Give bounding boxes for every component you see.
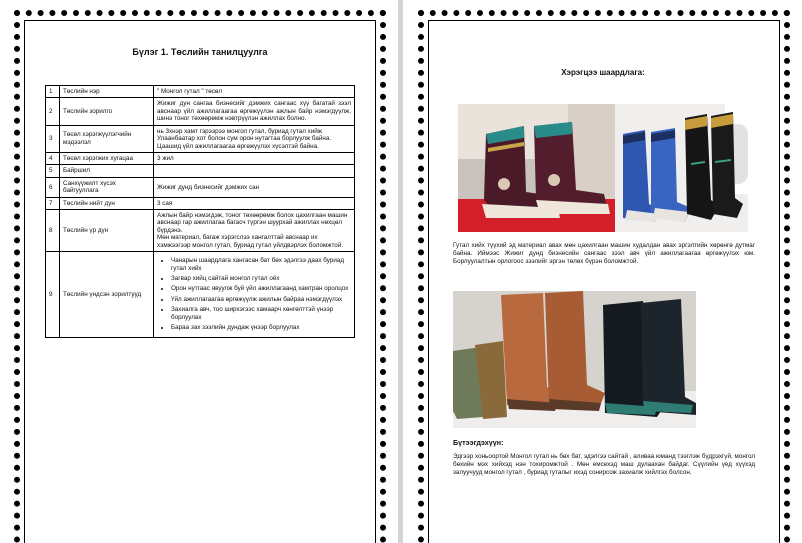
row-value: 3 жил (154, 152, 355, 164)
boots-photo-2 (615, 104, 748, 232)
row-value (154, 165, 355, 177)
row-number: 5 (46, 165, 60, 177)
document-page-left (0, 0, 398, 543)
list-item: • Үйл ажиллагаагаа өргөжүүлж ажилын байраа нэмэгдүүлэх (171, 296, 351, 303)
row-value: Жижиг дунд бизнесийг дэмжих сан (154, 177, 355, 197)
row-number: 4 (46, 152, 60, 164)
row-label: Төслийн зорилго (60, 98, 154, 125)
row-value: Жижиг дун сангаа бизнесийг дэмжих сангаас хүү багатай зээл авснаар үйл ажиллагаагаа өргөжүүлэн ажлын байр нэмэгдүүлж, шинэ тоног төхөөрөмж нэвтрүүлэн ажиллах болно. (154, 98, 355, 125)
products-heading: Бүтээгдэхүүн: (453, 438, 504, 447)
document-page-right (403, 0, 802, 543)
row-number: 6 (46, 177, 60, 197)
row-value: 3 сая (154, 197, 355, 209)
paragraph-products: Эдгээр хоньоортой Монгол гутал нь бөх бат, эдэлгээ сайтай , аливаа юманд тээглэж бүдрэхгүй, монгол бөхийн мэх хийхэд нэн тохиромжтой . Мөн емсехэд маш дулаахан байдаг. Сүүлийн үед хүүхэд залуучууд монгол гутал , буриад гуталыг ихэд сонирсож захиалж хийлгэх болсон. (453, 453, 755, 477)
project-info-table (45, 85, 355, 338)
row-number: 2 (46, 98, 60, 125)
list-item: • Загвар хийц сайтай монгол гутал оёх (171, 275, 351, 282)
row-label: Төслийн үр дүн (60, 210, 154, 252)
row-label: Төсөл хэрэгжих хугацаа (60, 152, 154, 164)
table-row (46, 98, 355, 125)
row-number: 3 (46, 125, 60, 152)
table-row (46, 177, 355, 197)
row-number: 7 (46, 197, 60, 209)
list-item: • Чанарын шаардлага хангасан бат бөх эдэлгээ даах буриад гутал хийх (171, 257, 351, 272)
list-item: • Орон нутгаас явуулж буй үйл ажиллагаанд хамтран оролцох (171, 285, 351, 292)
row-value: Ажлын байр нэмэгдэж, тоног төхөөрөмж болох цахилгаан машин авснаар гар ажиллагаа багасч түргэн шуурхай ажиллах нөхцөл бүрдэнэ. Мөн материал, багаж хэрэгслээ хангалттай авснаар их хэмжээгээр монгол гутал, буриад гутал үйлдвэрлэх боломжтой. (154, 210, 355, 252)
row-label: Төслийн үндсэн зорилтууд (60, 252, 154, 337)
table-row (46, 165, 355, 177)
row-number: 1 (46, 86, 60, 98)
row-number: 8 (46, 210, 60, 252)
table-row (46, 86, 355, 98)
list-item: • Захиалга авч, тоо ширхэгээс хамаарч хөнгөлттэй үнээр борлуулах (171, 306, 351, 321)
table-row (46, 152, 355, 164)
section-heading: Хэрэгцээ шаардлага: (561, 68, 645, 77)
table-row (46, 197, 355, 209)
objectives-list (157, 257, 351, 331)
row-value: " Монгол гутал " төсөл (154, 86, 355, 98)
row-value (154, 252, 355, 337)
table-row (46, 252, 355, 337)
row-value: нь 3хнэр хамт гэрээрээ монгол гутал, буриад гутал хийж Улаанбаатар хот болон сум орон нутагтаа борлуулж байна. Цаашид үйл ажиллагаагаа өргөжүүлэх хүсэлтэй байна. (154, 125, 355, 152)
row-label: Санхүүжилт хүсэх байгууллага (60, 177, 154, 197)
row-label: Төслийн нийт дүн (60, 197, 154, 209)
row-label: Байршил (60, 165, 154, 177)
table-row (46, 210, 355, 252)
boots-photo-3 (453, 291, 696, 428)
table-row (46, 125, 355, 152)
row-label: Төслийн нэр (60, 86, 154, 98)
list-item: • Бараа зах зээлийн дундаж үнээр борлуулах (171, 324, 351, 331)
boots-photo-1 (458, 104, 615, 232)
row-label: Төсөл хэрэгжүүлэгчийн мэдээлэл (60, 125, 154, 152)
page-title: Бүлэг 1. Төслийн танилцуулга (132, 47, 268, 57)
row-number: 9 (46, 252, 60, 337)
paragraph-needs: Гутал хийх түүхий эд материал авах мөн цахилгаан машин худалдан авах эргэлтийн хөрөнгө дутмаг байна. Иймээс Жижиг дунд бизнесийн сангаас зээл авч үйл ажиллагаагаа өргөжүүлэх юм. Борлуулалтын орлогоос зээлийг эргэн төлөх бүрэн боломжтой. (453, 242, 755, 266)
